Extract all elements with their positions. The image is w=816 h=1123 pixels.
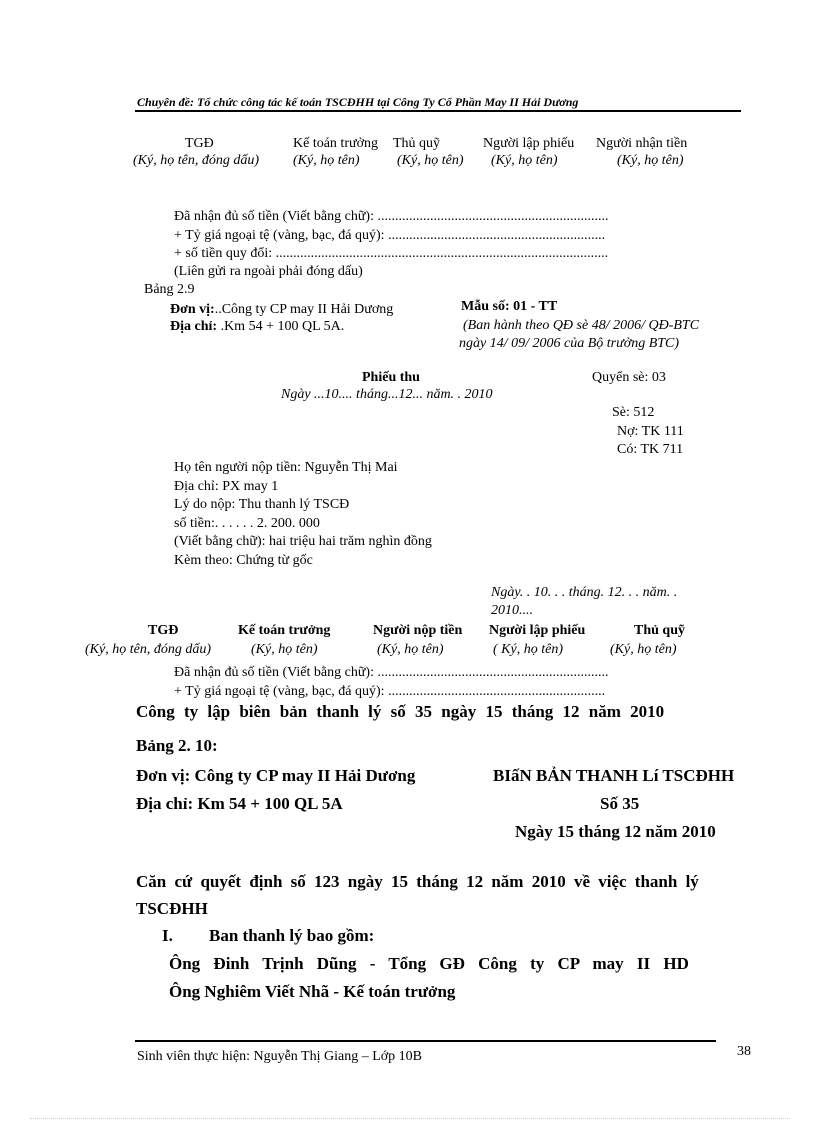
so-phieu: Sè: 512: [612, 405, 655, 420]
sig2-role-nguoinop: Người nộp tiền: [373, 623, 463, 638]
sig2-note-nguoilap: ( Ký, họ tên): [493, 642, 563, 657]
sig2-role-nguoilap: Người lập phiếu: [489, 623, 586, 638]
bang210-label: Bảng 2. 10:: [136, 736, 218, 755]
sig2-note-nguoinop: (Ký, họ tên): [377, 642, 444, 657]
bang29-diachi: [170, 319, 344, 335]
bang210-donvi: Đơn vị: Công ty CP may II Hải Dương: [136, 766, 416, 785]
sig1-role-thuquy: Thủ quỹ: [393, 136, 441, 151]
bang29-diachi-label: Địa chỉ:: [170, 319, 218, 334]
receipt1-line: Đã nhận đủ số tiền (Viết bằng chữ): ..................................................................: [174, 209, 609, 224]
bang29-donvi-label: Đơn vị:: [170, 302, 215, 317]
sig1-note-nguoinhan: (Ký, họ tên): [617, 153, 684, 168]
member-line-2: Ông Nghiêm Viết Nhã - Kế toán trưởng: [169, 982, 456, 1001]
payer-line: Địa chỉ: PX may 1: [174, 479, 279, 494]
sign-date-line-2: 2010....: [491, 603, 533, 618]
sig2-role-tgd: TGĐ: [148, 623, 179, 638]
bang210-diachi: Địa chỉ: Km 54 + 100 QL 5A: [136, 794, 343, 813]
bien-ban-date: Ngày 15 tháng 12 năm 2010: [515, 822, 716, 841]
sig2-role-ketoan: Kế toán trưởng: [238, 623, 331, 638]
page-number: 38: [737, 1044, 751, 1059]
receipt1-line: (Liên gửi ra ngoài phải đóng dấu): [174, 264, 363, 279]
payer-line: (Viết bằng chữ): hai triệu hai trăm nghìn đồng: [174, 534, 432, 549]
sign-date-line-1: Ngày. . 10. . . tháng. 12. . . năm. .: [491, 585, 678, 600]
body-intro: Công ty lập biên bản thanh lý số 35 ngày 15 tháng 12 năm 2010: [136, 702, 665, 721]
phieu-thu-date: Ngày ...10.... tháng...12... năm. . 2010: [281, 387, 493, 402]
payer-line: Họ tên người nộp tiền: Nguyễn Thị Mai: [174, 460, 398, 475]
payer-line: Kèm theo: Chứng từ gốc: [174, 553, 313, 568]
sig1-role-tgd: TGĐ: [185, 136, 214, 151]
receipt2-line: + Tỷ giá ngoại tệ (vàng, bạc, đá quý): ..............................................................: [174, 684, 606, 699]
no-tk: Nợ: TK 111: [617, 424, 684, 439]
page-bottom-dotted-line: [30, 1118, 790, 1119]
sig1-note-ketoan: (Ký, họ tên): [293, 153, 360, 168]
sig2-note-tgd: (Ký, họ tên, đóng dấu): [85, 642, 211, 657]
sig1-note-tgd: (Ký, họ tên, đóng dấu): [133, 153, 259, 168]
can-cu-line-1: Căn cứ quyết định số 123 ngày 15 tháng 12 năm 2010 về việc thanh lý: [136, 872, 699, 891]
bang29-ban-hanh-1: (Ban hành theo QĐ sè 48/ 2006/ QĐ-BTC: [463, 318, 700, 333]
bang29-donvi: [170, 302, 393, 318]
quyen-so: Quyển sè: 03: [592, 370, 666, 385]
sig1-role-nguoinhan: Người nhận tiền: [596, 136, 688, 151]
sig1-note-thuquy: (Ký, họ tên): [397, 153, 464, 168]
member-line-1: Ông Đinh Trịnh Dũng - Tổng GĐ Công ty CP may II HD: [169, 954, 689, 973]
receipt2-line: Đã nhận đủ số tiền (Viết bằng chữ): ..................................................................: [174, 665, 609, 680]
sig2-note-ketoan: (Ký, họ tên): [251, 642, 318, 657]
sig2-note-thuquy: (Ký, họ tên): [610, 642, 677, 657]
payer-line: Lý do nộp: Thu thanh lý TSCĐ: [174, 497, 350, 512]
receipt1-line: + Tỷ giá ngoại tệ (vàng, bạc, đá quý): ..............................................................: [174, 228, 606, 243]
section-title: Ban thanh lý bao gồm:: [209, 926, 375, 945]
page-header-title: Chuyên đề: Tổ chức công tác kế toán TSCĐHH tại Công Ty Cổ Phần May II Hải Dương: [137, 95, 579, 109]
footer-student: Sinh viên thực hiện: Nguyễn Thị Giang – Lớp 10B: [137, 1049, 422, 1064]
bien-ban-title: BIấN BẢN THANH Lí TSCĐHH: [493, 766, 735, 785]
bang29-label: Bảng 2.9: [144, 282, 195, 297]
bang29-donvi-value: ..Công ty CP may II Hải Dương: [214, 302, 394, 317]
footer-rule: [135, 1040, 716, 1042]
sig1-role-ketoan: Kế toán trưởng: [293, 136, 378, 151]
sig1-note-nguoilap: (Ký, họ tên): [491, 153, 558, 168]
payer-line: số tiền:. . . . . . 2. 200. 000: [174, 516, 320, 531]
bang29-mau-so: Mẫu số: 01 - TT: [461, 299, 558, 314]
bang29-diachi-value: .Km 54 + 100 QL 5A.: [217, 319, 345, 334]
section-number: I.: [162, 926, 173, 945]
header-rule: [135, 110, 741, 112]
bien-ban-so: Số 35: [600, 794, 640, 813]
can-cu-line-2: TSCĐHH: [136, 899, 208, 918]
sig1-role-nguoilap: Người lập phiếu: [483, 136, 575, 151]
receipt1-line: + số tiền quy đổi: ...............................................................................................: [174, 246, 609, 261]
phieu-thu-title: Phiếu thu: [362, 370, 420, 385]
sig2-role-thuquy: Thủ quỹ: [634, 623, 685, 638]
co-tk: Có: TK 711: [617, 442, 684, 457]
bang29-ban-hanh-2: ngày 14/ 09/ 2006 của Bộ trưởng BTC): [459, 336, 680, 351]
